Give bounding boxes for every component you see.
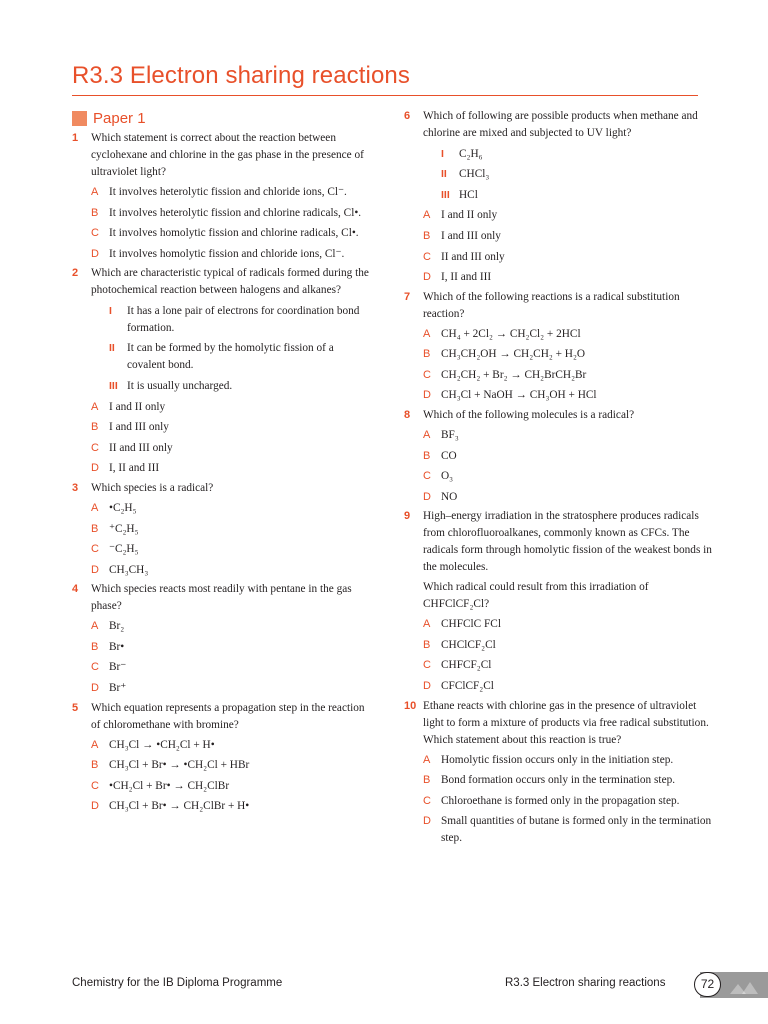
statement-item: [404, 166, 714, 183]
option-text: Bond formation occurs only in the termination step.: [441, 774, 676, 787]
page-title: R3.3 Electron sharing reactions: [72, 62, 410, 89]
option-text: CHFCF₂Cl: [441, 659, 492, 672]
question-stem: [404, 289, 714, 323]
question-6: [404, 108, 714, 286]
question-number: 1: [72, 132, 79, 144]
answer-option-a: [72, 184, 372, 201]
answer-option-c: [404, 249, 714, 266]
question-number: 10: [404, 699, 417, 712]
title-rule: [72, 95, 698, 96]
question-text: Which statement is correct about the reaction between cyclohexane and chlorine in the gas phase in the presence of ultraviolet light?: [91, 132, 364, 178]
section-square-icon: [72, 111, 87, 126]
question-4: [72, 581, 372, 697]
answer-option-d: [404, 269, 714, 286]
question-text: Which are characteristic typical of radicals formed during the photochemical reaction between halogens and alkanes?: [91, 267, 369, 297]
option-text: CH₂CH₂ + Br₂ → CH₂BrCH₂Br: [441, 368, 587, 381]
question-8: [404, 407, 714, 506]
answer-option-d: [72, 680, 372, 697]
answer-option-c: [404, 657, 714, 674]
answer-option-b: [404, 346, 714, 363]
statement-numeral: I: [109, 304, 112, 317]
statement-numeral: II: [109, 342, 115, 355]
option-text: O₃: [441, 470, 454, 483]
option-letter: A: [91, 501, 99, 514]
statement-text: It is usually uncharged.: [127, 380, 233, 393]
option-text: Small quantities of butane is formed only in the termination step.: [441, 815, 712, 845]
option-text: Br⁻: [109, 661, 127, 674]
question-text: Which of the following molecules is a radical?: [423, 408, 635, 421]
statement-item: [72, 303, 372, 337]
question-10: [404, 698, 714, 848]
option-letter: C: [91, 227, 99, 240]
option-letter: D: [423, 815, 431, 828]
answer-option-b: [404, 228, 714, 245]
answer-option-c: [404, 468, 714, 485]
option-text: I and II only: [441, 209, 498, 222]
option-letter: D: [423, 490, 431, 503]
option-letter: A: [423, 753, 431, 766]
option-letter: C: [91, 543, 99, 556]
question-number: 5: [72, 701, 79, 714]
option-letter: C: [423, 659, 431, 672]
option-text: Br₂: [109, 620, 125, 633]
footer-book-title: Chemistry for the IB Diploma Programme: [72, 977, 283, 989]
option-text: Chloroethane is formed only in the propagation step.: [441, 794, 680, 807]
option-letter: B: [91, 206, 99, 219]
question-number: 7: [404, 290, 411, 303]
answer-option-c: [404, 793, 714, 810]
option-text: •CH₂Cl + Br• → CH₂ClBr: [109, 779, 230, 792]
option-text: Br⁺: [109, 682, 127, 694]
option-letter: A: [91, 620, 99, 633]
option-text: I and II only: [109, 400, 166, 413]
statement-item: [72, 340, 372, 374]
option-letter: D: [423, 389, 431, 402]
question-1: [72, 130, 372, 263]
statement-text: It can be formed by the homolytic fission of a covalent bond.: [127, 342, 334, 372]
option-text: CH₃CH₂OH → CH₂CH₂ + H₂O: [441, 348, 586, 361]
question-5: [72, 700, 372, 816]
answer-option-d: [72, 460, 372, 477]
option-text: Homolytic fission occurs only in the initiation step.: [441, 753, 674, 766]
option-letter: A: [91, 400, 99, 413]
question-text: Which of following are possible products when methane and chlorine are mixed and subjected to UV light?: [423, 110, 698, 139]
option-text: I and III only: [109, 421, 169, 434]
answer-option-b: [72, 521, 372, 538]
option-letter: A: [423, 618, 431, 631]
option-text: I, II and III: [109, 462, 160, 475]
option-text: Br•: [109, 640, 125, 653]
section-heading: [72, 108, 372, 128]
statement-numeral: III: [441, 188, 450, 201]
answer-option-a: [72, 618, 372, 635]
option-letter: D: [91, 462, 99, 475]
statement-numeral: I: [441, 147, 444, 160]
option-letter: C: [423, 250, 431, 263]
answer-option-a: [404, 326, 714, 343]
question-stem: [72, 581, 372, 615]
option-letter: B: [423, 774, 431, 787]
option-letter: B: [91, 640, 99, 653]
option-text: It involves homolytic fission and chloride ions, Cl⁻.: [109, 247, 345, 260]
question-number: 9: [404, 510, 411, 523]
answer-option-b: [72, 757, 372, 774]
left-column: [72, 108, 372, 818]
statement-text: C₂H₆: [459, 147, 483, 160]
option-letter: D: [91, 563, 99, 576]
answer-option-a: [72, 737, 372, 754]
option-letter: C: [423, 368, 431, 381]
option-letter: B: [423, 348, 431, 361]
option-letter: B: [423, 229, 431, 242]
answer-option-a: [404, 616, 714, 633]
option-letter: A: [423, 428, 431, 441]
option-letter: B: [91, 759, 99, 772]
question-stem: [72, 700, 372, 734]
answer-option-b: [72, 639, 372, 656]
question-text: Ethane reacts with chlorine gas in the presence of ultraviolet light to form a mixture of products via free radical substitution. Which statement about this reaction is true?: [423, 699, 709, 746]
answer-option-c: [72, 440, 372, 457]
option-text: CH₃Cl + NaOH → CH₃OH + HCl: [441, 389, 597, 402]
option-text: CH₃Cl + Br• → CH₂ClBr + H•: [109, 800, 250, 813]
statement-text: It has a lone pair of electrons for coordination bond formation.: [127, 304, 360, 334]
option-letter: D: [91, 247, 99, 260]
answer-option-b: [72, 419, 372, 436]
answer-option-a: [404, 427, 714, 444]
question-number: 3: [72, 481, 79, 494]
option-letter: A: [423, 209, 431, 222]
option-text: II and III only: [441, 250, 505, 263]
option-text: II and III only: [109, 441, 173, 454]
answer-option-d: [404, 813, 714, 847]
answer-option-d: [72, 562, 372, 579]
option-letter: A: [91, 186, 99, 198]
answer-option-b: [404, 448, 714, 465]
answer-option-b: [404, 772, 714, 789]
question-prompt: Which radical could result from this irradiation of CHFClCF₂Cl?: [423, 581, 649, 611]
left-question-list: [72, 130, 372, 815]
option-letter: B: [423, 638, 431, 651]
answer-option-b: [404, 637, 714, 654]
question-stem: [404, 407, 714, 424]
question-stem: [404, 698, 714, 749]
question-number: 8: [404, 408, 411, 421]
option-text: It involves heterolytic fission and chlorine radicals, Cl•.: [109, 206, 362, 219]
option-text: CHFClC FCl: [441, 618, 501, 631]
option-text: CFClCF₂Cl: [441, 680, 494, 692]
option-letter: C: [91, 661, 99, 674]
answer-option-a: [72, 500, 372, 517]
answer-option-d: [404, 489, 714, 506]
option-letter: D: [91, 800, 99, 813]
question-2: [72, 265, 372, 477]
question-stem: [404, 508, 714, 576]
question-text: Which of the following reactions is a radical substitution reaction?: [423, 290, 680, 320]
question-stem: [72, 265, 372, 299]
answer-option-c: [72, 225, 372, 242]
question-text: Which species reacts most readily with pentane in the gas phase?: [91, 583, 352, 613]
option-letter: C: [423, 794, 431, 807]
right-question-list: [404, 108, 714, 847]
question-text: Which equation represents a propagation step in the reaction of chloromethane with bromine?: [91, 701, 365, 731]
option-text: I and III only: [441, 229, 501, 242]
statement-item: [404, 187, 714, 204]
option-letter: B: [91, 421, 99, 434]
statement-text: HCl: [459, 188, 478, 201]
question-text: Which species is a radical?: [91, 481, 214, 494]
option-letter: B: [91, 522, 99, 535]
answer-option-d: [72, 246, 372, 263]
option-text: CO: [441, 449, 457, 462]
option-letter: D: [423, 271, 431, 284]
option-text: ⁺C₂H₅: [109, 522, 139, 535]
question-text: High–energy irradiation in the stratosphere produces radicals from chlorofluoroalkanes, commonly known as CFCs. The radicals form through homolytic fission of the weakest bonds in the molecules.: [423, 510, 712, 574]
question-stem: [72, 130, 372, 181]
option-letter: C: [91, 779, 99, 792]
statement-numeral: III: [109, 380, 118, 393]
answer-option-a: [404, 207, 714, 224]
answer-option-d: [404, 387, 714, 404]
page-number: 72: [694, 972, 721, 997]
option-text: CH₃Cl + Br• → •CH₂Cl + HBr: [109, 759, 250, 772]
option-letter: D: [91, 682, 99, 694]
answer-option-b: [72, 205, 372, 222]
statement-item: [72, 378, 372, 395]
answer-option-c: [72, 778, 372, 795]
answer-option-c: [404, 367, 714, 384]
question-number: 2: [72, 267, 79, 280]
option-text: CH₃Cl → •CH₂Cl + H•: [109, 738, 215, 751]
option-letter: B: [423, 449, 431, 462]
option-text: I, II and III: [441, 271, 492, 284]
question-9: [404, 508, 714, 695]
option-text: CH₄ + 2Cl₂ → CH₂Cl₂ + 2HCl: [441, 327, 581, 340]
option-text: BF₃: [441, 428, 459, 441]
option-text: CH₃CH₃: [109, 563, 149, 576]
statement-item: [404, 146, 714, 163]
option-letter: A: [423, 327, 431, 340]
question-number: 6: [404, 110, 411, 122]
question-7: [404, 289, 714, 405]
option-text: It involves heterolytic fission and chloride ions, Cl⁻.: [109, 186, 347, 198]
question-number: 4: [72, 583, 79, 596]
option-text: •C₂H₅: [109, 501, 137, 514]
answer-option-d: [72, 798, 372, 815]
statement-numeral: II: [441, 168, 447, 181]
option-text: ⁻C₂H₅: [109, 543, 139, 556]
answer-option-a: [404, 752, 714, 769]
answer-option-d: [404, 678, 714, 695]
option-text: NO: [441, 490, 458, 503]
section-label: Paper 1: [93, 109, 146, 127]
option-text: It involves homolytic fission and chlorine radicals, Cl•.: [109, 227, 359, 240]
option-text: CHClCF₂Cl: [441, 638, 496, 651]
option-letter: A: [91, 738, 99, 751]
question-3: [72, 480, 372, 579]
answer-option-c: [72, 659, 372, 676]
footer-chapter-title: R3.3 Electron sharing reactions: [505, 977, 666, 989]
answer-option-c: [72, 541, 372, 558]
question-stem: [404, 108, 714, 142]
statement-text: CHCl₃: [459, 168, 490, 181]
option-letter: C: [423, 470, 431, 483]
right-column: [404, 108, 714, 850]
option-letter: C: [91, 441, 99, 454]
option-letter: D: [423, 680, 431, 692]
answer-option-a: [72, 399, 372, 416]
question-stem: [72, 480, 372, 497]
